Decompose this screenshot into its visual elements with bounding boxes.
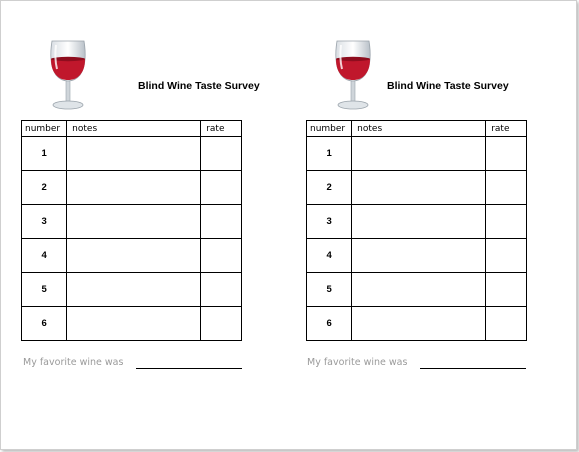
wine-glass-icon: [331, 39, 375, 111]
row-number: 6: [22, 307, 67, 341]
table-header-row: [22, 121, 242, 137]
table-row: [22, 239, 242, 273]
table-row: [307, 273, 527, 307]
rate-cell[interactable]: [486, 307, 527, 341]
table-row: [22, 273, 242, 307]
table-row: [22, 205, 242, 239]
notes-cell[interactable]: [352, 205, 486, 239]
rate-cell[interactable]: [201, 239, 242, 273]
column-header-rate: rate: [486, 121, 527, 137]
rate-cell[interactable]: [201, 205, 242, 239]
notes-cell[interactable]: [67, 273, 201, 307]
notes-cell[interactable]: [352, 239, 486, 273]
column-header-notes: notes: [67, 121, 201, 137]
notes-cell[interactable]: [67, 307, 201, 341]
rate-cell[interactable]: [486, 205, 527, 239]
notes-cell[interactable]: [352, 273, 486, 307]
notes-cell[interactable]: [67, 205, 201, 239]
row-number: 2: [22, 171, 67, 205]
row-number: 1: [22, 137, 67, 171]
table-row: [22, 171, 242, 205]
table-row: [307, 239, 527, 273]
notes-cell[interactable]: [352, 137, 486, 171]
favorite-wine-label: My favorite wine was: [23, 357, 124, 368]
survey-table: [306, 120, 527, 341]
notes-cell[interactable]: [352, 171, 486, 205]
rate-cell[interactable]: [201, 171, 242, 205]
survey-table: [21, 120, 242, 341]
survey-card-right: [286, 1, 556, 449]
survey-title: Blind Wine Taste Survey: [387, 80, 509, 92]
row-number: 4: [307, 239, 352, 273]
favorite-wine-label: My favorite wine was: [307, 357, 408, 368]
survey-card-left: [1, 1, 271, 449]
survey-title: Blind Wine Taste Survey: [138, 80, 260, 92]
table-row: [307, 307, 527, 341]
column-header-number: number: [307, 121, 352, 137]
table-header-row: [307, 121, 527, 137]
rate-cell[interactable]: [201, 273, 242, 307]
notes-cell[interactable]: [67, 171, 201, 205]
notes-cell[interactable]: [352, 307, 486, 341]
column-header-rate: rate: [201, 121, 242, 137]
notes-cell[interactable]: [67, 239, 201, 273]
row-number: 3: [307, 205, 352, 239]
column-header-number: number: [22, 121, 67, 137]
row-number: 6: [307, 307, 352, 341]
table-row: [22, 307, 242, 341]
rate-cell[interactable]: [486, 137, 527, 171]
column-header-notes: notes: [352, 121, 486, 137]
rate-cell[interactable]: [486, 273, 527, 307]
rate-cell[interactable]: [201, 307, 242, 341]
wine-glass-icon: [46, 39, 90, 111]
table-row: [307, 137, 527, 171]
row-number: 5: [307, 273, 352, 307]
row-number: 5: [22, 273, 67, 307]
favorite-wine-answer-line[interactable]: [136, 368, 242, 369]
rate-cell[interactable]: [486, 171, 527, 205]
table-row: [307, 205, 527, 239]
row-number: 1: [307, 137, 352, 171]
row-number: 2: [307, 171, 352, 205]
rate-cell[interactable]: [486, 239, 527, 273]
favorite-wine-answer-line[interactable]: [420, 368, 526, 369]
rate-cell[interactable]: [201, 137, 242, 171]
notes-cell[interactable]: [67, 137, 201, 171]
table-row: [22, 137, 242, 171]
row-number: 3: [22, 205, 67, 239]
table-row: [307, 171, 527, 205]
row-number: 4: [22, 239, 67, 273]
